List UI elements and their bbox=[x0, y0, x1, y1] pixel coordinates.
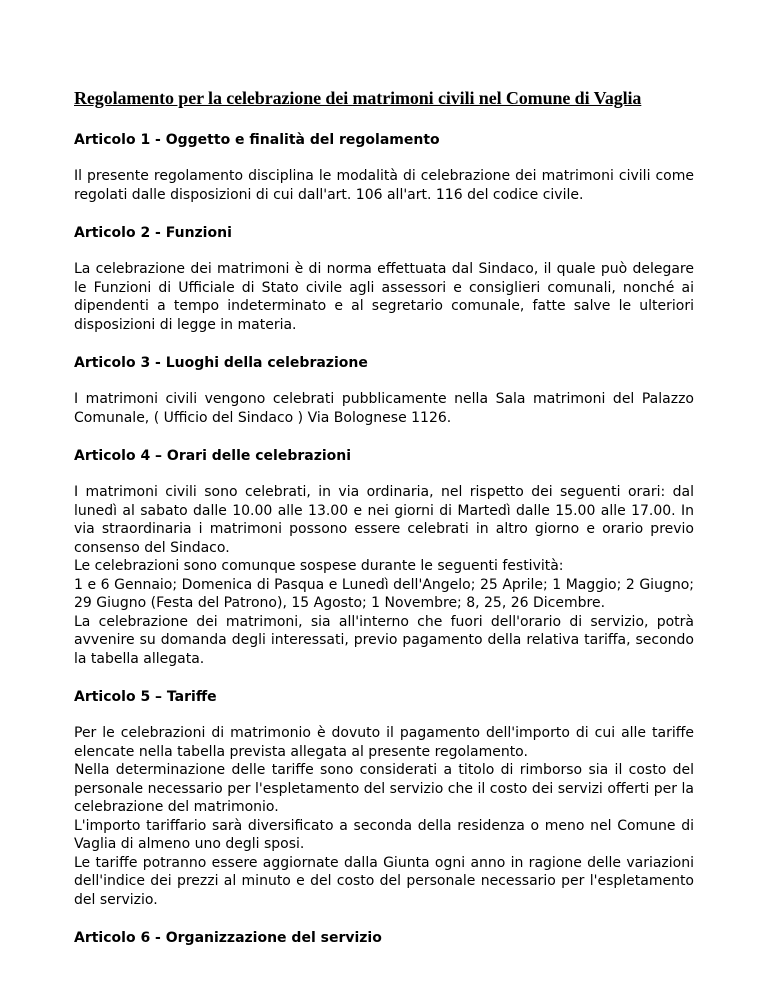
article-heading: Articolo 5 – Tariffe bbox=[74, 689, 217, 705]
article-body bbox=[74, 167, 694, 204]
article-heading: Articolo 2 - Funzioni bbox=[74, 225, 232, 241]
article-heading: Articolo 3 - Luoghi della celebrazione bbox=[74, 355, 368, 371]
article-heading: Articolo 1 - Oggetto e finalità del regolamento bbox=[74, 132, 440, 148]
paragraph: I matrimoni civili vengono celebrati pubblicamente nella Sala matrimoni del Palazzo Comunale, ( Ufficio del Sindaco ) Via Bolognese 1126. bbox=[74, 391, 694, 426]
article-5 bbox=[74, 688, 694, 909]
paragraph: L'importo tariffario sarà diversificato a seconda della residenza o meno nel Comune di Vaglia di almeno uno degli sposi. bbox=[74, 817, 694, 852]
paragraph: Le celebrazioni sono comunque sospese durante le seguenti festività: bbox=[74, 558, 564, 574]
paragraph: Nella determinazione delle tariffe sono considerati a titolo di rimborso sia il costo del personale necessario per l'espletamento del servizio che il costo dei servizi offerti per la celebrazione del matrimonio. bbox=[74, 762, 694, 815]
article-3 bbox=[74, 354, 694, 427]
article-2 bbox=[74, 224, 694, 334]
paragraph: Per le celebrazioni di matrimonio è dovuto il pagamento dell'importo di cui alle tariffe elencate nella tabella prevista allegata al presente regolamento. bbox=[74, 725, 694, 760]
article-body bbox=[74, 390, 694, 427]
paragraph: La celebrazione dei matrimoni, sia all'interno che fuori dell'orario di servizio, potrà avvenire su domanda degli interessati, previo pagamento della relativa tariffa, secondo la tabella allegata. bbox=[74, 613, 694, 667]
article-body bbox=[74, 483, 694, 668]
document-title: Regolamento per la celebrazione dei matrimoni civili nel Comune di Vaglia bbox=[74, 88, 642, 108]
article-body bbox=[74, 260, 694, 334]
article-body bbox=[74, 724, 694, 909]
article-6 bbox=[74, 929, 694, 947]
article-heading: Articolo 6 - Organizzazione del servizio bbox=[74, 930, 382, 946]
article-heading: Articolo 4 – Orari delle celebrazioni bbox=[74, 448, 352, 464]
article-1 bbox=[74, 131, 694, 204]
paragraph: La celebrazione dei matrimoni è di norma effettuata dal Sindaco, il quale può delegare le Funzioni di Ufficiale di Stato civile agli assessori e consiglieri comunali, nonché ai dipendenti a tempo indeterminato e al segretario comunale, fatte salve le ulteriori disposizioni di legge in materia. bbox=[74, 261, 694, 333]
paragraph: I matrimoni civili sono celebrati, in via ordinaria, nel rispetto dei seguenti orari: dal lunedì al sabato dalle 10.00 alle 13.00 e nei giorni di Martedì dalle 15.00 alle 17.00. In via straordinaria i matrimoni possono essere celebrati in altro giorno e orario previo consenso del Sindaco. bbox=[74, 484, 694, 556]
paragraph: Il presente regolamento disciplina le modalità di celebrazione dei matrimoni civili come regolati dalle disposizioni di cui dall'art. 106 all'art. 116 del codice civile. bbox=[74, 168, 694, 203]
document-page bbox=[74, 88, 694, 967]
paragraph: 1 e 6 Gennaio; Domenica di Pasqua e Lunedì dell'Angelo; 25 Aprile; 1 Maggio; 2 Giugno; 29 Giugno (Festa del Patrono), 15 Agosto; 1 Novembre; 8, 25, 26 Dicembre. bbox=[74, 576, 694, 611]
paragraph: Le tariffe potranno essere aggiornate dalla Giunta ogni anno in ragione delle variazioni dell'indice dei prezzi al minuto e del costo del personale necessario per l'espletamento del servizio. bbox=[74, 854, 694, 908]
article-4 bbox=[74, 447, 694, 668]
